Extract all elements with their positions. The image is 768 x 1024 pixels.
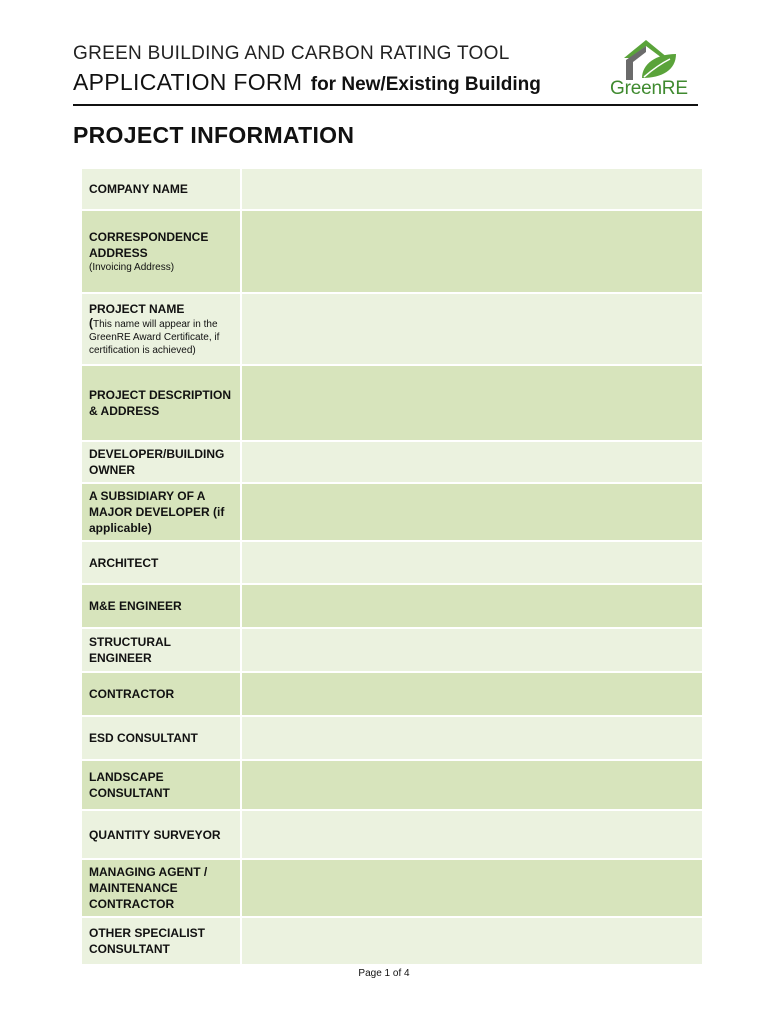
table-row bbox=[81, 441, 703, 483]
table-row bbox=[81, 210, 703, 293]
company-name-field[interactable] bbox=[241, 168, 703, 210]
row-label: M&E ENGINEER bbox=[81, 584, 241, 628]
row-note bbox=[89, 317, 234, 357]
project-name-field[interactable] bbox=[241, 293, 703, 365]
row-label-cell bbox=[81, 210, 241, 293]
row-label-cell bbox=[81, 293, 241, 365]
row-label: ARCHITECT bbox=[81, 541, 241, 584]
table-row bbox=[81, 365, 703, 441]
row-label: ESD CONSULTANT bbox=[81, 716, 241, 760]
table-row bbox=[81, 584, 703, 628]
correspondence-address-field[interactable] bbox=[241, 210, 703, 293]
project-description-field[interactable] bbox=[241, 365, 703, 441]
esd-consultant-field[interactable] bbox=[241, 716, 703, 760]
logo-wordmark: GreenRE bbox=[610, 78, 688, 99]
row-note-text: This name will appear in the GreenRE Award Certificate, if certification is achieved) bbox=[89, 319, 220, 356]
architect-field[interactable] bbox=[241, 541, 703, 584]
row-label: OTHER SPECIALIST CONSULTANT bbox=[81, 917, 241, 965]
header-form-sub: for New/Existing Building bbox=[310, 74, 541, 95]
header-form-title bbox=[73, 68, 698, 100]
header-divider bbox=[73, 104, 698, 106]
table-row bbox=[81, 168, 703, 210]
row-label: CORRESPONDENCE ADDRESS bbox=[89, 230, 209, 260]
row-label: CONTRACTOR bbox=[81, 672, 241, 716]
table-row bbox=[81, 760, 703, 810]
row-label: A SUBSIDIARY OF A MAJOR DEVELOPER (if applicable) bbox=[81, 483, 241, 541]
table-row bbox=[81, 628, 703, 672]
header-form-main: APPLICATION FORM bbox=[73, 69, 303, 95]
row-note: (Invoicing Address) bbox=[89, 262, 175, 273]
other-specialist-field[interactable] bbox=[241, 917, 703, 965]
document-header bbox=[73, 42, 698, 106]
page-number: Page 1 of 4 bbox=[358, 968, 410, 979]
section-title: PROJECT INFORMATION bbox=[73, 122, 355, 148]
row-label: LANDSCAPE CONSULTANT bbox=[81, 760, 241, 810]
quantity-surveyor-field[interactable] bbox=[241, 810, 703, 859]
landscape-consultant-field[interactable] bbox=[241, 760, 703, 810]
row-label: QUANTITY SURVEYOR bbox=[81, 810, 241, 859]
table-row bbox=[81, 859, 703, 917]
developer-owner-field[interactable] bbox=[241, 441, 703, 483]
subsidiary-field[interactable] bbox=[241, 483, 703, 541]
structural-engineer-field[interactable] bbox=[241, 628, 703, 672]
contractor-field[interactable] bbox=[241, 672, 703, 716]
me-engineer-field[interactable] bbox=[241, 584, 703, 628]
table-row bbox=[81, 293, 703, 365]
table-row bbox=[81, 483, 703, 541]
row-label: PROJECT NAME bbox=[89, 302, 185, 316]
row-label: STRUCTURAL ENGINEER bbox=[81, 628, 241, 672]
row-label: MANAGING AGENT / MAINTENANCE CONTRACTOR bbox=[81, 859, 241, 917]
table-row bbox=[81, 716, 703, 760]
project-information-table bbox=[80, 167, 704, 966]
managing-agent-field[interactable] bbox=[241, 859, 703, 917]
table-row bbox=[81, 810, 703, 859]
row-label: DEVELOPER/BUILDING OWNER bbox=[81, 441, 241, 483]
row-label: PROJECT DESCRIPTION & ADDRESS bbox=[81, 365, 241, 441]
house-leaf-logo-icon bbox=[606, 38, 698, 82]
greenre-logo bbox=[606, 38, 698, 102]
header-tool-title: GREEN BUILDING AND CARBON RATING TOOL bbox=[73, 43, 510, 64]
row-label: COMPANY NAME bbox=[81, 168, 241, 210]
table-row bbox=[81, 541, 703, 584]
table-row bbox=[81, 917, 703, 965]
row-note-paren: ( bbox=[89, 316, 93, 330]
table-row bbox=[81, 672, 703, 716]
